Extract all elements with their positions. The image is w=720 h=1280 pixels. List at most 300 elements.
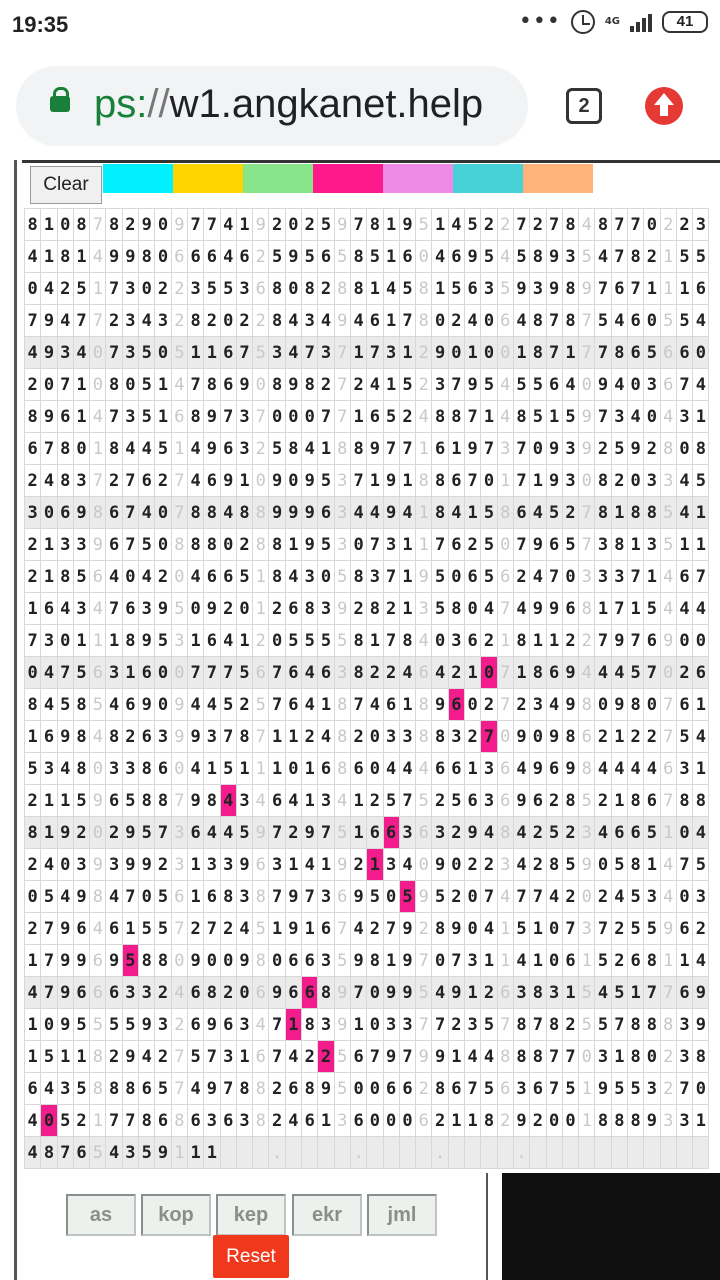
digit-cell[interactable]: 3 (562, 433, 578, 465)
digit-cell[interactable]: 0 (155, 529, 171, 561)
digit-cell[interactable]: 5 (399, 881, 415, 913)
digit-cell[interactable]: 9 (204, 401, 220, 433)
digit-cell[interactable]: 4 (57, 593, 73, 625)
digit-cell[interactable]: 8 (627, 241, 643, 273)
digit-cell[interactable]: 1 (530, 625, 546, 657)
separator-cell[interactable]: 5 (334, 561, 350, 593)
separator-cell[interactable] (497, 1137, 513, 1169)
digit-cell[interactable]: 5 (269, 433, 285, 465)
separator-cell[interactable]: 6 (497, 1073, 513, 1105)
digit-cell[interactable]: 1 (318, 849, 334, 881)
separator-cell[interactable]: 5 (171, 337, 187, 369)
digit-cell[interactable]: 3 (139, 593, 155, 625)
digit-cell[interactable]: 2 (481, 625, 497, 657)
digit-cell[interactable]: 6 (285, 945, 301, 977)
digit-cell[interactable]: 0 (57, 625, 73, 657)
digit-cell[interactable]: 5 (383, 401, 399, 433)
digit-cell[interactable]: 2 (236, 689, 252, 721)
digit-cell[interactable]: 3 (318, 1009, 334, 1041)
digit-cell[interactable]: 0 (204, 945, 220, 977)
digit-cell[interactable]: 2 (367, 657, 383, 689)
digit-cell[interactable]: 9 (187, 721, 203, 753)
digit-cell[interactable]: 6 (187, 1105, 203, 1137)
reset-button[interactable]: Reset (213, 1235, 289, 1278)
separator-cell[interactable]: 6 (171, 401, 187, 433)
digit-cell[interactable]: 3 (383, 1009, 399, 1041)
separator-cell[interactable]: 2 (253, 625, 269, 657)
digit-cell[interactable]: 7 (220, 657, 236, 689)
separator-cell[interactable]: 5 (253, 337, 269, 369)
digit-cell[interactable]: 2 (106, 1041, 122, 1073)
digit-cell[interactable]: 1 (693, 753, 709, 785)
digit-cell[interactable]: 6 (269, 785, 285, 817)
separator-cell[interactable]: 1 (660, 945, 676, 977)
digit-cell[interactable]: 9 (546, 593, 562, 625)
separator-cell[interactable]: 4 (660, 849, 676, 881)
digit-cell[interactable]: 4 (367, 689, 383, 721)
digit-cell[interactable]: 8 (73, 753, 89, 785)
digit-cell[interactable]: 1 (595, 593, 611, 625)
digit-cell[interactable]: 1 (73, 625, 89, 657)
separator-cell[interactable]: 7 (579, 305, 595, 337)
separator-cell[interactable]: 4 (90, 593, 106, 625)
digit-cell[interactable]: 7 (318, 817, 334, 849)
digit-cell[interactable]: 1 (383, 369, 399, 401)
digit-cell[interactable]: 9 (627, 433, 643, 465)
separator-cell[interactable]: 7 (90, 465, 106, 497)
digit-cell[interactable]: 8 (25, 817, 41, 849)
digit-cell[interactable]: 1 (399, 561, 415, 593)
separator-cell[interactable] (660, 1137, 676, 1169)
digit-cell[interactable]: 7 (513, 465, 529, 497)
digit-cell[interactable]: 6 (73, 977, 89, 1009)
digit-cell[interactable]: . (350, 1137, 366, 1169)
digit-cell[interactable]: 1 (302, 785, 318, 817)
digit-cell[interactable]: 9 (432, 1041, 448, 1073)
digit-cell[interactable]: 0 (644, 209, 660, 241)
digit-cell[interactable]: 0 (432, 625, 448, 657)
separator-cell[interactable]: 2 (660, 1073, 676, 1105)
digit-cell[interactable]: 1 (41, 817, 57, 849)
digit-cell[interactable]: 4 (693, 945, 709, 977)
digit-cell[interactable]: 7 (204, 1041, 220, 1073)
digit-cell[interactable]: 6 (25, 1073, 41, 1105)
separator-cell[interactable]: 8 (334, 721, 350, 753)
digit-cell[interactable]: 7 (269, 1041, 285, 1073)
digit-cell[interactable]: 8 (269, 369, 285, 401)
digit-cell[interactable]: 6 (627, 337, 643, 369)
separator-cell[interactable]: 2 (253, 305, 269, 337)
digit-cell[interactable]: 2 (236, 529, 252, 561)
digit-cell[interactable]: 2 (465, 721, 481, 753)
digit-cell[interactable]: 4 (220, 497, 236, 529)
digit-cell[interactable]: 6 (220, 433, 236, 465)
digit-cell[interactable]: 5 (155, 625, 171, 657)
digit-cell[interactable]: 9 (302, 465, 318, 497)
digit-cell[interactable]: 2 (448, 817, 464, 849)
separator-cell[interactable]: 6 (171, 881, 187, 913)
digit-cell[interactable]: 5 (155, 1073, 171, 1105)
digit-cell[interactable]: 5 (530, 401, 546, 433)
separator-cell[interactable]: 6 (497, 305, 513, 337)
digit-cell[interactable]: 1 (25, 945, 41, 977)
digit-cell[interactable]: 3 (155, 305, 171, 337)
digit-cell[interactable] (546, 1137, 562, 1169)
digit-cell[interactable]: 6 (432, 433, 448, 465)
digit-cell[interactable]: 4 (432, 657, 448, 689)
color-swatch[interactable] (453, 164, 523, 193)
digit-cell[interactable]: 6 (73, 913, 89, 945)
digit-cell[interactable]: 6 (318, 497, 334, 529)
digit-cell[interactable]: 3 (236, 1105, 252, 1137)
digit-cell[interactable]: 3 (383, 721, 399, 753)
separator-cell[interactable]: 3 (660, 465, 676, 497)
digit-cell[interactable]: 0 (269, 945, 285, 977)
digit-cell[interactable]: 6 (562, 593, 578, 625)
digit-cell[interactable]: 9 (383, 977, 399, 1009)
digit-cell[interactable]: 3 (318, 881, 334, 913)
digit-cell[interactable]: 9 (57, 913, 73, 945)
digit-cell[interactable]: 3 (644, 1073, 660, 1105)
digit-cell[interactable]: 8 (627, 1041, 643, 1073)
digit-cell[interactable]: 2 (302, 721, 318, 753)
digit-cell[interactable]: 0 (269, 625, 285, 657)
digit-cell[interactable]: 7 (562, 913, 578, 945)
digit-cell[interactable]: 9 (350, 881, 366, 913)
digit-cell[interactable]: 0 (627, 465, 643, 497)
digit-cell[interactable]: 1 (350, 785, 366, 817)
digit-cell[interactable]: 8 (367, 593, 383, 625)
separator-cell[interactable]: 9 (660, 913, 676, 945)
digit-cell[interactable]: 9 (562, 689, 578, 721)
digit-cell[interactable]: 7 (106, 337, 122, 369)
digit-cell[interactable]: 3 (57, 1073, 73, 1105)
digit-cell[interactable]: 6 (57, 497, 73, 529)
digit-cell[interactable]: 0 (693, 337, 709, 369)
digit-cell[interactable]: 0 (644, 689, 660, 721)
digit-cell[interactable]: 5 (611, 849, 627, 881)
separator-cell[interactable]: 4 (334, 785, 350, 817)
digit-cell[interactable]: 0 (236, 977, 252, 1009)
digit-cell[interactable]: 8 (302, 1009, 318, 1041)
separator-cell[interactable]: 2 (171, 305, 187, 337)
separator-cell[interactable]: 9 (171, 721, 187, 753)
digit-cell[interactable]: 4 (383, 753, 399, 785)
digit-cell[interactable]: 5 (481, 561, 497, 593)
digit-cell[interactable]: 5 (513, 369, 529, 401)
separator-cell[interactable]: 1 (171, 433, 187, 465)
digit-cell[interactable]: 7 (627, 273, 643, 305)
digit-cell[interactable]: 8 (57, 433, 73, 465)
digit-cell[interactable]: 7 (399, 785, 415, 817)
digit-cell[interactable]: 6 (546, 753, 562, 785)
digit-cell[interactable]: 6 (546, 369, 562, 401)
digit-cell[interactable]: 2 (269, 593, 285, 625)
digit-cell[interactable]: 1 (155, 401, 171, 433)
digit-cell[interactable]: 3 (611, 401, 627, 433)
digit-cell[interactable]: 1 (611, 785, 627, 817)
digit-cell[interactable]: 7 (644, 657, 660, 689)
digit-cell[interactable]: 7 (546, 305, 562, 337)
digit-cell[interactable]: 1 (73, 1041, 89, 1073)
digit-cell[interactable]: 5 (693, 465, 709, 497)
separator-cell[interactable]: 0 (171, 753, 187, 785)
digit-cell[interactable]: 7 (481, 433, 497, 465)
digit-cell[interactable]: 3 (155, 1009, 171, 1041)
separator-cell[interactable]: 4 (171, 977, 187, 1009)
digit-cell[interactable]: 1 (269, 913, 285, 945)
digit-cell[interactable]: 5 (122, 785, 138, 817)
digit-cell[interactable]: 3 (432, 817, 448, 849)
digit-cell[interactable]: 4 (204, 689, 220, 721)
separator-cell[interactable]: 3 (171, 849, 187, 881)
digit-cell[interactable]: 5 (627, 913, 643, 945)
digit-cell[interactable]: 1 (530, 913, 546, 945)
digit-cell[interactable]: 9 (73, 881, 89, 913)
digit-cell[interactable]: 0 (122, 561, 138, 593)
digit-cell[interactable]: 5 (644, 817, 660, 849)
digit-cell[interactable]: 9 (122, 817, 138, 849)
digit-cell[interactable]: 1 (399, 529, 415, 561)
digit-cell[interactable]: 6 (513, 497, 529, 529)
digit-cell[interactable]: 5 (285, 625, 301, 657)
digit-cell[interactable]: 1 (187, 849, 203, 881)
separator-cell[interactable] (334, 1137, 350, 1169)
digit-cell[interactable]: 7 (25, 305, 41, 337)
digit-cell[interactable]: 4 (595, 753, 611, 785)
digit-cell[interactable]: 8 (106, 721, 122, 753)
digit-cell[interactable]: 2 (236, 305, 252, 337)
digit-cell[interactable]: 1 (465, 337, 481, 369)
digit-cell[interactable]: 2 (285, 817, 301, 849)
separator-cell[interactable]: 6 (171, 241, 187, 273)
digit-cell[interactable]: 1 (236, 625, 252, 657)
separator-cell[interactable]: 9 (416, 881, 432, 913)
digit-cell[interactable]: 9 (448, 977, 464, 1009)
digit-cell[interactable]: 7 (106, 401, 122, 433)
digit-cell[interactable]: 8 (318, 977, 334, 1009)
digit-cell[interactable]: 8 (302, 273, 318, 305)
digit-cell[interactable]: 2 (481, 209, 497, 241)
digit-cell[interactable]: 9 (122, 1041, 138, 1073)
url-text[interactable] (94, 82, 483, 127)
separator-cell[interactable]: 4 (497, 241, 513, 273)
digit-cell[interactable]: 6 (285, 1073, 301, 1105)
digit-cell[interactable]: 3 (204, 1105, 220, 1137)
digit-cell[interactable]: 4 (139, 305, 155, 337)
digit-cell[interactable]: 8 (236, 1073, 252, 1105)
digit-cell[interactable]: 3 (302, 561, 318, 593)
digit-cell[interactable]: 2 (627, 721, 643, 753)
separator-cell[interactable]: 9 (334, 209, 350, 241)
digit-cell[interactable]: 8 (644, 1009, 660, 1041)
digit-cell[interactable]: 1 (187, 625, 203, 657)
digit-cell[interactable]: 6 (187, 817, 203, 849)
digit-cell[interactable]: 0 (465, 881, 481, 913)
digit-cell[interactable]: 9 (302, 529, 318, 561)
digit-cell[interactable]: 7 (25, 625, 41, 657)
digit-cell[interactable]: 8 (269, 529, 285, 561)
digit-cell[interactable]: 5 (318, 209, 334, 241)
digit-cell[interactable]: 2 (530, 849, 546, 881)
digit-cell[interactable]: 5 (481, 1009, 497, 1041)
digit-cell[interactable]: 3 (595, 529, 611, 561)
digit-cell[interactable]: 0 (676, 881, 692, 913)
digit-cell[interactable]: 4 (220, 241, 236, 273)
separator-cell[interactable]: 9 (253, 817, 269, 849)
digit-cell[interactable]: 7 (187, 369, 203, 401)
digit-cell[interactable]: 0 (676, 817, 692, 849)
digit-cell[interactable]: 3 (106, 657, 122, 689)
separator-cell[interactable]: 4 (660, 593, 676, 625)
digit-cell[interactable]: 4 (513, 593, 529, 625)
digit-cell[interactable]: 4 (481, 913, 497, 945)
digit-cell[interactable]: 3 (122, 273, 138, 305)
separator-cell[interactable]: 7 (660, 689, 676, 721)
digit-cell[interactable]: 5 (676, 305, 692, 337)
digit-cell[interactable]: 6 (367, 817, 383, 849)
digit-cell[interactable]: 8 (530, 657, 546, 689)
separator-cell[interactable]: 0 (579, 465, 595, 497)
separator-cell[interactable]: 8 (334, 433, 350, 465)
digit-cell[interactable]: 9 (155, 593, 171, 625)
separator-cell[interactable]: 1 (497, 913, 513, 945)
digit-cell[interactable]: 4 (595, 977, 611, 1009)
separator-cell[interactable]: 6 (253, 849, 269, 881)
separator-cell[interactable] (253, 1137, 269, 1169)
digit-cell[interactable]: 6 (204, 241, 220, 273)
digit-cell[interactable]: 4 (513, 945, 529, 977)
digit-cell[interactable]: 8 (269, 305, 285, 337)
digit-cell[interactable]: 0 (155, 497, 171, 529)
separator-cell[interactable]: 8 (253, 945, 269, 977)
digit-cell[interactable]: 2 (155, 561, 171, 593)
digit-cell[interactable]: 1 (465, 1105, 481, 1137)
digit-cell[interactable]: 5 (432, 593, 448, 625)
separator-cell[interactable]: 3 (171, 817, 187, 849)
digit-cell[interactable]: 7 (383, 433, 399, 465)
digit-cell[interactable]: 1 (530, 945, 546, 977)
digit-cell[interactable]: 3 (693, 881, 709, 913)
separator-cell[interactable]: 7 (171, 1073, 187, 1105)
digit-cell[interactable]: 6 (122, 593, 138, 625)
digit-cell[interactable]: 5 (318, 465, 334, 497)
digit-cell[interactable]: 3 (236, 1009, 252, 1041)
digit-cell[interactable]: 0 (285, 401, 301, 433)
digit-cell[interactable]: 1 (448, 1041, 464, 1073)
digit-cell[interactable]: 7 (220, 401, 236, 433)
digit-cell[interactable]: 8 (269, 273, 285, 305)
digit-cell[interactable]: 5 (318, 529, 334, 561)
separator-cell[interactable]: 8 (253, 881, 269, 913)
digit-cell[interactable]: 1 (562, 337, 578, 369)
digit-cell[interactable]: 9 (350, 945, 366, 977)
digit-cell[interactable]: 6 (41, 721, 57, 753)
digit-cell[interactable]: 1 (481, 401, 497, 433)
digit-cell[interactable]: 5 (481, 1073, 497, 1105)
digit-cell[interactable]: 7 (220, 721, 236, 753)
separator-cell[interactable]: 3 (171, 625, 187, 657)
digit-cell[interactable] (644, 1137, 660, 1169)
digit-cell[interactable]: 0 (644, 401, 660, 433)
digit-cell[interactable]: 9 (302, 497, 318, 529)
digit-cell[interactable]: 3 (106, 849, 122, 881)
digit-cell[interactable]: 3 (73, 849, 89, 881)
separator-cell[interactable]: 1 (171, 1137, 187, 1169)
digit-cell[interactable]: 2 (595, 881, 611, 913)
digit-cell[interactable]: 1 (350, 337, 366, 369)
digit-cell[interactable]: 1 (465, 497, 481, 529)
separator-cell[interactable]: 8 (253, 1073, 269, 1105)
digit-cell[interactable]: 6 (350, 1041, 366, 1073)
digit-cell[interactable]: 2 (350, 849, 366, 881)
digit-cell[interactable]: 1 (513, 337, 529, 369)
digit-cell[interactable]: 2 (611, 465, 627, 497)
separator-cell[interactable]: 7 (171, 497, 187, 529)
digit-cell[interactable]: 9 (513, 1105, 529, 1137)
digit-cell[interactable]: 7 (122, 465, 138, 497)
separator-cell[interactable]: 5 (660, 305, 676, 337)
separator-cell[interactable]: 7 (660, 785, 676, 817)
digit-cell[interactable]: 0 (595, 849, 611, 881)
digit-cell[interactable] (627, 1137, 643, 1169)
digit-cell[interactable]: 5 (693, 241, 709, 273)
separator-cell[interactable]: 7 (90, 209, 106, 241)
digit-cell[interactable]: 0 (530, 433, 546, 465)
separator-cell[interactable]: 6 (497, 977, 513, 1009)
digit-cell[interactable]: 0 (155, 657, 171, 689)
digit-cell[interactable]: 5 (562, 1073, 578, 1105)
digit-cell[interactable]: 3 (187, 273, 203, 305)
digit-cell[interactable]: 2 (676, 657, 692, 689)
digit-cell[interactable]: 6 (676, 913, 692, 945)
digit-cell[interactable]: 2 (611, 945, 627, 977)
digit-cell[interactable]: 4 (513, 817, 529, 849)
digit-cell[interactable]: 4 (627, 753, 643, 785)
digit-cell[interactable]: 8 (187, 529, 203, 561)
digit-cell[interactable]: 2 (122, 721, 138, 753)
separator-cell[interactable]: 4 (660, 401, 676, 433)
digit-cell[interactable]: 4 (611, 657, 627, 689)
separator-cell[interactable]: 8 (416, 305, 432, 337)
separator-cell[interactable]: 5 (416, 785, 432, 817)
digit-cell[interactable]: 0 (562, 561, 578, 593)
color-swatch[interactable] (523, 164, 593, 193)
digit-cell[interactable]: 8 (481, 1105, 497, 1137)
digit-cell[interactable]: 1 (73, 369, 89, 401)
digit-cell[interactable]: 0 (693, 625, 709, 657)
digit-cell[interactable]: 9 (41, 401, 57, 433)
digit-cell[interactable]: 5 (269, 241, 285, 273)
separator-cell[interactable]: 1 (497, 465, 513, 497)
digit-cell[interactable]: 4 (644, 753, 660, 785)
digit-cell[interactable]: 4 (399, 753, 415, 785)
digit-cell[interactable]: 3 (399, 817, 415, 849)
digit-cell[interactable]: 3 (530, 689, 546, 721)
digit-cell[interactable]: 6 (383, 1073, 399, 1105)
address-bar[interactable] (16, 66, 528, 146)
digit-cell[interactable]: 1 (465, 657, 481, 689)
digit-cell[interactable]: 1 (350, 817, 366, 849)
digit-cell[interactable]: 6 (676, 689, 692, 721)
digit-cell[interactable]: 8 (399, 625, 415, 657)
separator-cell[interactable]: 1 (90, 625, 106, 657)
digit-cell[interactable]: 9 (41, 305, 57, 337)
separator-cell[interactable]: 6 (660, 337, 676, 369)
digit-cell[interactable]: 0 (220, 945, 236, 977)
digit-cell[interactable]: 0 (155, 209, 171, 241)
digit-cell[interactable]: 1 (73, 241, 89, 273)
